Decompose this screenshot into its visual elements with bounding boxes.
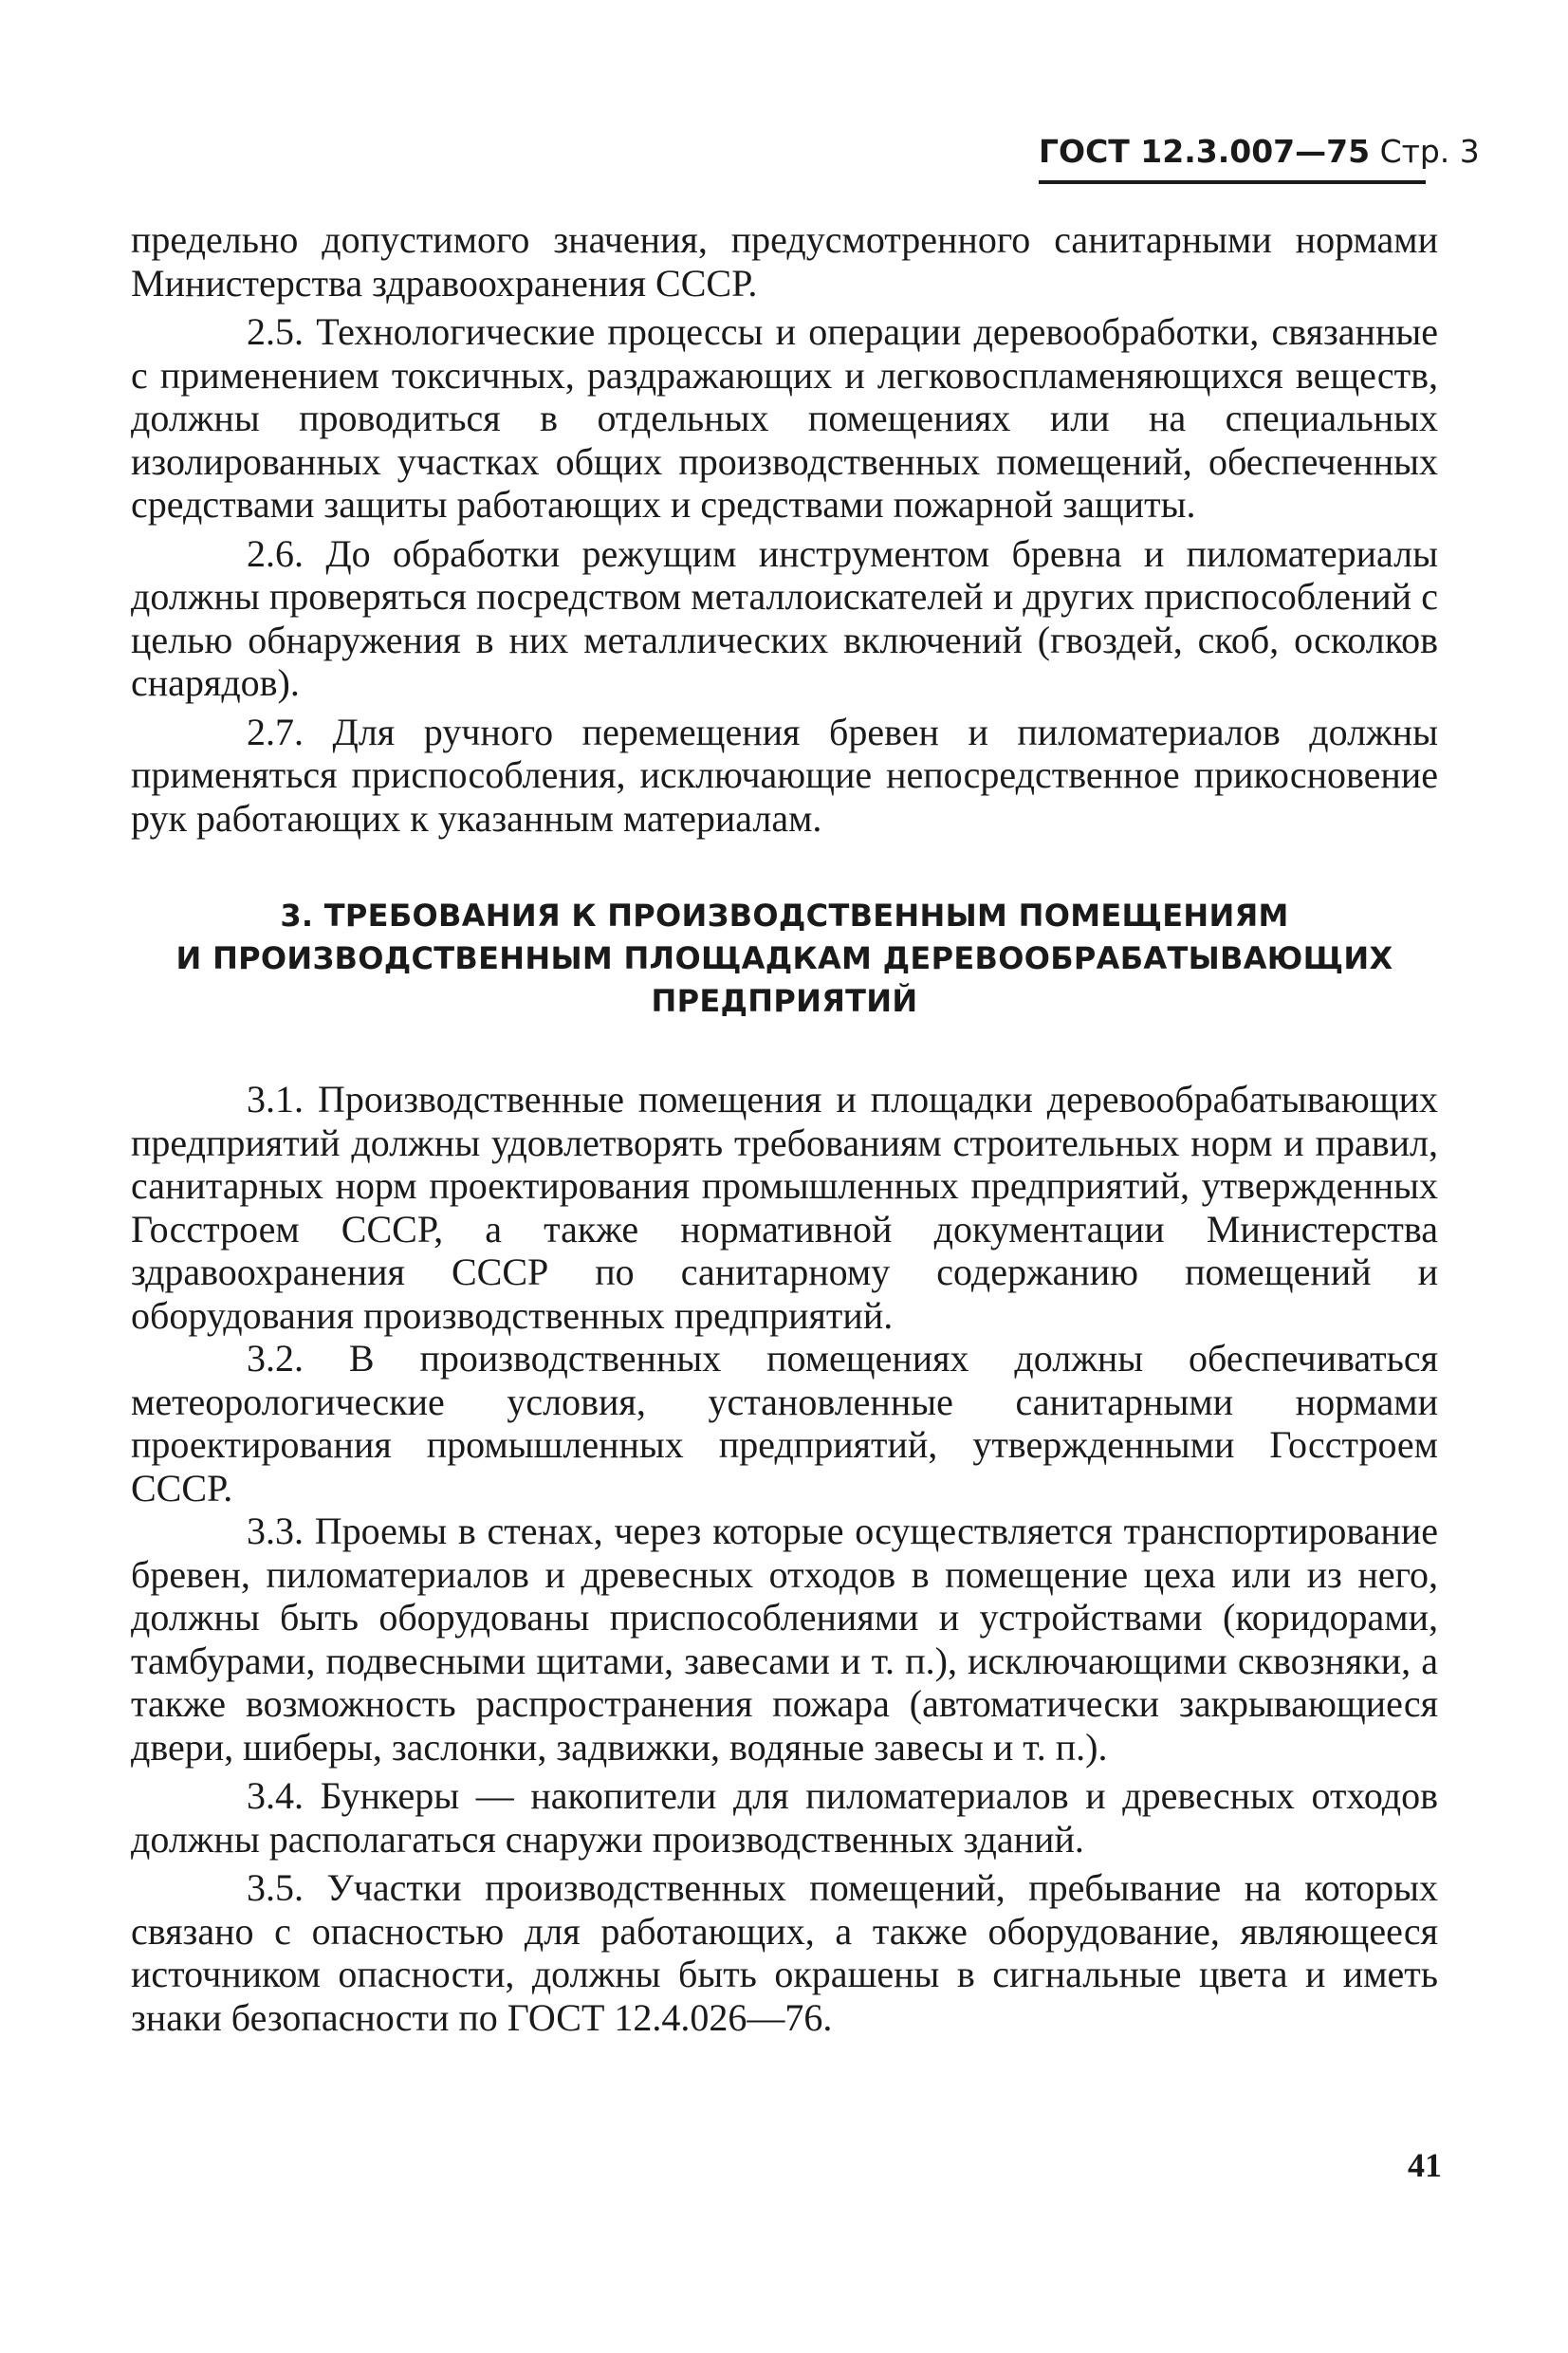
- section-3-heading: [131, 895, 1438, 1023]
- clause-2-6: 2.6. До обработки режущим инструментом бревна и пиломатериалы должны проверяться посредством металлоискателей и других приспособлений с целью обнаружения в них металлических включений (гвоздей, скоб, осколков снарядов).: [131, 531, 1438, 704]
- header-page-label: Стр. 3: [1379, 133, 1480, 170]
- document-body: [131, 218, 1438, 2039]
- clause-3-2: 3.2. В производственных помещениях должны обеспечиваться метеорологические условия, установленные санитарными нормами проектирования промышленных предприятий, утвержденными Госстроем СССР.: [131, 1337, 1438, 1510]
- clause-2-7: 2.7. Для ручного перемещения бревен и пиломатериалов должны применяться приспособления, исключающие непосредственное прикосновение рук работающих к указанным материалам.: [131, 710, 1438, 840]
- clause-2-5: 2.5. Технологические процессы и операции деревообработки, связанные с применением токсичных, раздражающих и легковоспламеняющихся веществ, должны проводиться в отдельных помещениях или на специальных изолированных участках общих производственных помещений, обеспеченных средствами защиты работающих и средствами пожарной защиты.: [131, 310, 1438, 526]
- clause-3-1: 3.1. Производственные помещения и площадки деревообрабатывающих предприятий должны удовлетворять требованиям строительных норм и правил, санитарных норм проектирования промышленных предприятий, утвержденных Госстроем СССР, а также нормативной документации Министерства здравоохранения СССР по санитарному содержанию помещений и оборудования производственных предприятий.: [131, 1078, 1438, 1337]
- section-title-line: И ПРОИЗВОДСТВЕННЫМ ПЛОЩАДКАМ ДЕРЕВООБРАБАТЫВАЮЩИХ: [175, 940, 1393, 976]
- page-number: 41: [1408, 2146, 1442, 2184]
- clause-3-5: 3.5. Участки производственных помещений, пребывание на которых связано с опасностью для работающих, а также оборудование, являющееся источником опасности, должны быть окрашены в сигнальные цвета и иметь знаки безопасности по ГОСТ 12.4.026—76.: [131, 1866, 1438, 2039]
- clause-3-4: 3.4. Бункеры — накопители для пиломатериалов и древесных отходов должны располагаться снаружи производственных зданий.: [131, 1774, 1438, 1861]
- section-title-line: 3. ТРЕБОВАНИЯ К ПРОИЗВОДСТВЕННЫМ ПОМЕЩЕНИЯМ: [280, 898, 1289, 934]
- header-rule: [1039, 180, 1426, 184]
- section-title-line: ПРЕДПРИЯТИЙ: [651, 983, 918, 1019]
- paragraph-continuation: предельно допустимого значения, предусмотренного санитарными нормами Министерства здравоохранения СССР.: [131, 218, 1438, 305]
- clause-3-3: 3.3. Проемы в стенах, через которые осуществляется транспортирование бревен, пиломатериалов и древесных отходов в помещение цеха или из него, должны быть оборудованы приспособлениями и устройствами (коридорами, тамбурами, подвесными щитами, завесами и т. п.), исключающими сквозняки, а также возможность распространения пожара (автоматически закрывающиеся двери, шиберы, заслонки, задвижки, водяные завесы и т. п.).: [131, 1510, 1438, 1769]
- standard-code: ГОСТ 12.3.007—75: [1039, 133, 1371, 170]
